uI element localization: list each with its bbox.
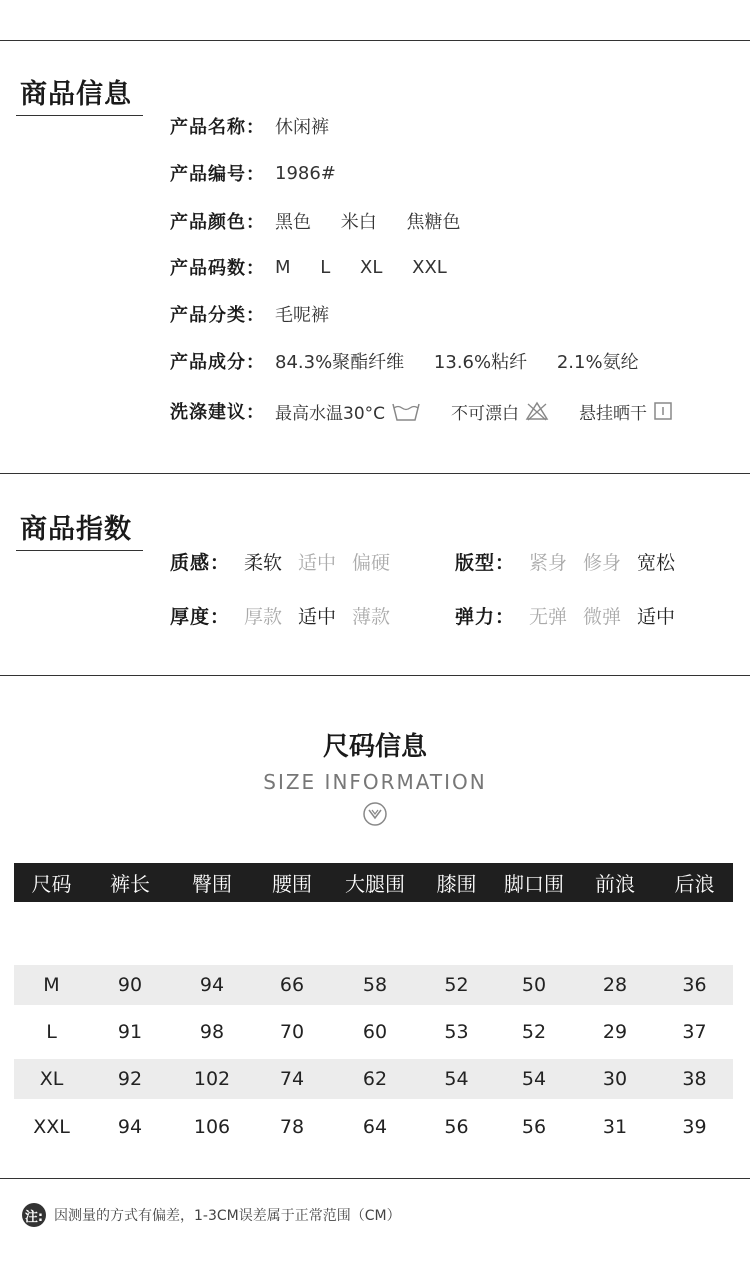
info-value: 休闲裤 — [275, 117, 329, 138]
product-index-title-underline — [16, 550, 143, 551]
header-cell: 前浪 — [595, 872, 635, 896]
index-option: 适中 — [637, 605, 676, 628]
index-row-elasticity — [455, 600, 691, 630]
info-row-sizes — [170, 252, 447, 282]
no-bleach-icon — [525, 400, 549, 422]
table-cell: 94 — [117, 1116, 143, 1138]
info-label: 洗涤建议： — [170, 402, 265, 423]
table-row — [14, 1059, 733, 1099]
header-cell: 腰围 — [272, 872, 312, 896]
top-divider — [0, 40, 750, 41]
info-label: 产品名称： — [170, 117, 265, 138]
care-text: 悬挂晒干 — [579, 403, 648, 424]
table-row — [14, 965, 733, 1005]
size-option: XXL — [412, 256, 447, 278]
table-cell: 29 — [602, 1021, 628, 1043]
table-cell: 91 — [117, 1021, 143, 1043]
table-cell: XXL — [33, 1116, 70, 1138]
table-cell: 54 — [444, 1068, 469, 1090]
table-cell: L — [46, 1021, 57, 1043]
table-cell: 56 — [521, 1116, 547, 1138]
header-cell: 后浪 — [674, 872, 715, 896]
index-row-fit — [455, 546, 691, 576]
table-cell: 78 — [279, 1116, 305, 1138]
section-divider — [0, 675, 750, 676]
size-option: M — [275, 256, 291, 278]
table-cell: M — [43, 974, 60, 996]
section-divider — [0, 473, 750, 474]
info-row-material — [170, 346, 639, 376]
index-option: 无弹 — [529, 605, 568, 628]
material-part: 84.3%聚酯纤维 — [275, 352, 405, 373]
table-cell: 90 — [117, 974, 143, 996]
table-cell: 92 — [117, 1068, 143, 1090]
index-row-thickness — [170, 600, 406, 630]
info-value — [275, 208, 460, 234]
care-text: 最高水温30°C — [275, 403, 386, 424]
size-option: XL — [360, 256, 383, 278]
index-option: 柔软 — [244, 551, 283, 574]
product-index-title: 商品指数 — [20, 514, 132, 545]
table-row — [14, 1012, 733, 1052]
header-cell: 大腿围 — [345, 872, 405, 896]
table-cell: 28 — [602, 974, 628, 996]
header-cell: 尺码 — [31, 872, 72, 896]
table-row — [14, 1107, 733, 1147]
header-cell: 裤长 — [110, 872, 150, 896]
table-cell: 53 — [444, 1021, 469, 1043]
index-option: 薄款 — [352, 605, 391, 628]
color-option: 焦糖色 — [406, 212, 461, 233]
info-label: 产品颜色： — [170, 212, 265, 233]
info-row-care — [170, 396, 703, 426]
table-cell: 52 — [444, 974, 469, 996]
table-cell: XL — [39, 1068, 64, 1090]
care-item — [451, 399, 549, 424]
note-badge: 注: — [22, 1203, 46, 1227]
table-cell: 58 — [362, 974, 388, 996]
material-part: 2.1%氨纶 — [556, 352, 639, 373]
section-divider — [0, 1178, 750, 1179]
table-cell: 30 — [602, 1068, 628, 1090]
table-cell: 62 — [362, 1068, 388, 1090]
table-cell: 31 — [602, 1116, 628, 1138]
index-label: 质感： — [170, 551, 231, 574]
index-option: 适中 — [298, 605, 337, 628]
table-cell: 36 — [682, 974, 707, 996]
care-item — [579, 399, 673, 424]
size-info-title: 尺码信息 — [322, 732, 427, 762]
info-value — [275, 348, 639, 374]
table-cell: 74 — [279, 1068, 305, 1090]
index-option: 宽松 — [637, 551, 676, 574]
info-value — [275, 257, 447, 278]
info-label: 产品编号： — [170, 164, 265, 185]
table-cell: 102 — [193, 1068, 231, 1090]
info-value — [275, 399, 703, 424]
index-option: 紧身 — [529, 551, 568, 574]
measurement-note — [22, 1203, 401, 1227]
index-option: 微弹 — [583, 605, 622, 628]
size-info-subtitle: SIZE INFORMATION — [263, 770, 487, 794]
index-option: 偏硬 — [352, 551, 391, 574]
index-option: 厚款 — [244, 605, 283, 628]
table-cell: 94 — [199, 974, 225, 996]
table-cell: 56 — [444, 1116, 469, 1138]
info-value: 毛呢裤 — [275, 305, 329, 326]
color-option: 黑色 — [275, 212, 311, 233]
material-part: 13.6%粘纤 — [433, 352, 528, 373]
info-row-category — [170, 299, 329, 329]
table-cell: 38 — [682, 1068, 707, 1090]
product-info-title: 商品信息 — [20, 79, 132, 110]
product-info-title-underline — [16, 115, 143, 116]
table-cell: 70 — [279, 1021, 305, 1043]
index-label: 厚度： — [170, 605, 231, 628]
table-cell: 60 — [362, 1021, 388, 1043]
header-cell: 脚口围 — [504, 872, 564, 896]
care-text: 不可漂白 — [451, 403, 520, 424]
header-cell: 膝围 — [436, 872, 477, 896]
info-value: 1986# — [275, 162, 336, 184]
info-row-code — [170, 158, 336, 188]
chevron-down-icon — [362, 801, 388, 827]
table-cell: 98 — [199, 1021, 225, 1043]
index-option: 修身 — [583, 551, 622, 574]
size-option: L — [320, 256, 331, 278]
table-cell: 39 — [682, 1116, 707, 1138]
header-cell: 臀围 — [192, 872, 232, 896]
index-row-texture — [170, 546, 406, 576]
index-option: 适中 — [298, 551, 337, 574]
table-cell: 64 — [362, 1116, 388, 1138]
info-row-name — [170, 111, 329, 141]
line-dry-icon — [653, 401, 673, 421]
table-cell: 66 — [279, 974, 305, 996]
care-item — [275, 399, 421, 424]
table-cell: 52 — [521, 1021, 547, 1043]
info-row-colors — [170, 206, 460, 236]
info-label: 产品成分： — [170, 352, 265, 373]
note-text: 因测量的方式有偏差，1-3CM误差属于正常范围（CM） — [54, 1208, 401, 1224]
info-label: 产品分类： — [170, 305, 265, 326]
table-cell: 50 — [521, 974, 547, 996]
table-cell: 54 — [521, 1068, 547, 1090]
wash-30-icon — [391, 400, 421, 422]
index-label: 版型： — [455, 551, 516, 574]
index-label: 弹力： — [455, 605, 516, 628]
info-label: 产品码数： — [170, 258, 265, 279]
size-table-header — [14, 863, 733, 902]
color-option: 米白 — [340, 212, 377, 233]
table-cell: 37 — [682, 1021, 707, 1043]
table-cell: 106 — [193, 1116, 231, 1138]
